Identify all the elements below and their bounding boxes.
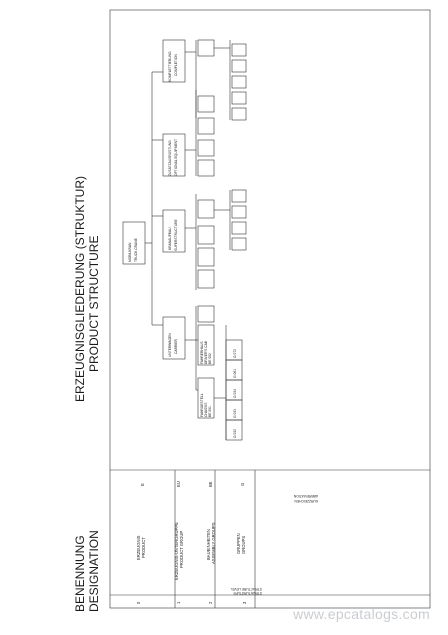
root-label-en: TRUCK CRANE [134, 238, 138, 262]
svg-text:FAHRERHAUS: FAHRERHAUS [200, 341, 204, 364]
title-designation-en: DESIGNATION [87, 530, 101, 612]
group-carrier-en: CARRIER [174, 339, 178, 354]
level-2: 2 [208, 601, 213, 604]
root-label-de: MOBILKRAN [128, 242, 132, 262]
svg-text:E: E [140, 483, 145, 486]
svg-text:BE: BE [208, 481, 213, 487]
svg-text:KURZZEICHEN: KURZZEICHEN [294, 499, 318, 503]
svg-text:G 034: G 034 [233, 389, 237, 398]
tree-labels [128, 51, 237, 438]
level-label-en: STRUCTURE LEVEL [230, 587, 262, 591]
group-super-de: KRANAUFBAU [168, 227, 172, 250]
svg-text:ERZEUGNIS: ERZEUGNIS [136, 535, 141, 560]
svg-text:BE 001: BE 001 [208, 406, 212, 417]
abbreviation-column [140, 481, 318, 503]
level-1: 1 [176, 601, 181, 604]
svg-text:GROUPS: GROUPS [241, 535, 246, 554]
svg-text:BAUEINHEITEN: BAUEINHEITEN [206, 529, 211, 560]
svg-text:PRODUCT: PRODUCT [141, 537, 146, 558]
svg-text:GRUPPEN: GRUPPEN [236, 533, 241, 554]
svg-text:G: G [240, 482, 245, 486]
right-title [73, 176, 101, 402]
tree-lines [123, 40, 246, 440]
group-optional-de: ZUSATZAUSRÜSTUNG [168, 140, 172, 176]
svg-text:BE 002: BE 002 [208, 353, 212, 364]
group-carrier-de: UNTERWAGEN [168, 333, 172, 357]
svg-text:ERZEUGNIS-UNTERGRUPPE: ERZEUGNIS-UNTERGRUPPE [174, 522, 179, 580]
svg-text:DRIVER'S CAB: DRIVER'S CAB [204, 341, 208, 364]
svg-text:ASSEMBLY GROUPS: ASSEMBLY GROUPS [211, 522, 216, 564]
svg-text:EU: EU [176, 481, 181, 487]
designation-entries [136, 522, 246, 580]
title-structure-de: ERZEUGNISGLIEDERUNG (STRUKTUR) [73, 175, 87, 402]
title-designation-de: BENENNUNG [73, 535, 87, 612]
svg-text:CHASSIS: CHASSIS [204, 402, 208, 417]
level-label-de: STRUKTURSTUFE [233, 591, 262, 595]
watermark: www.epcatalogs.com [293, 606, 430, 622]
group-completion-de: KOMPLETTIERUNG [168, 51, 172, 82]
svg-text:G 032: G 032 [233, 429, 237, 438]
level-3: 3 [242, 601, 247, 604]
level-0: 0 [136, 601, 141, 604]
group-super-en: SUPERSTRUCTURE [174, 219, 178, 251]
group-completion-en: COMPLETION [174, 54, 178, 76]
svg-text:PRODUCT GROUP: PRODUCT GROUP [179, 530, 184, 568]
title-structure-en: PRODUCT STRUCTURE [87, 235, 101, 372]
svg-text:FAHRGESTELL: FAHRGESTELL [200, 393, 204, 417]
group-optional-en: OPTIONAL EQUIPMENT [174, 138, 178, 176]
svg-text:ABBREVIATION: ABBREVIATION [293, 494, 318, 498]
svg-text:G 072: G 072 [233, 349, 237, 358]
level-column [136, 587, 262, 604]
left-title [73, 530, 101, 612]
svg-text:G 033: G 033 [233, 409, 237, 418]
svg-text:G 061: G 061 [233, 369, 237, 378]
sheet-frame [110, 10, 430, 608]
